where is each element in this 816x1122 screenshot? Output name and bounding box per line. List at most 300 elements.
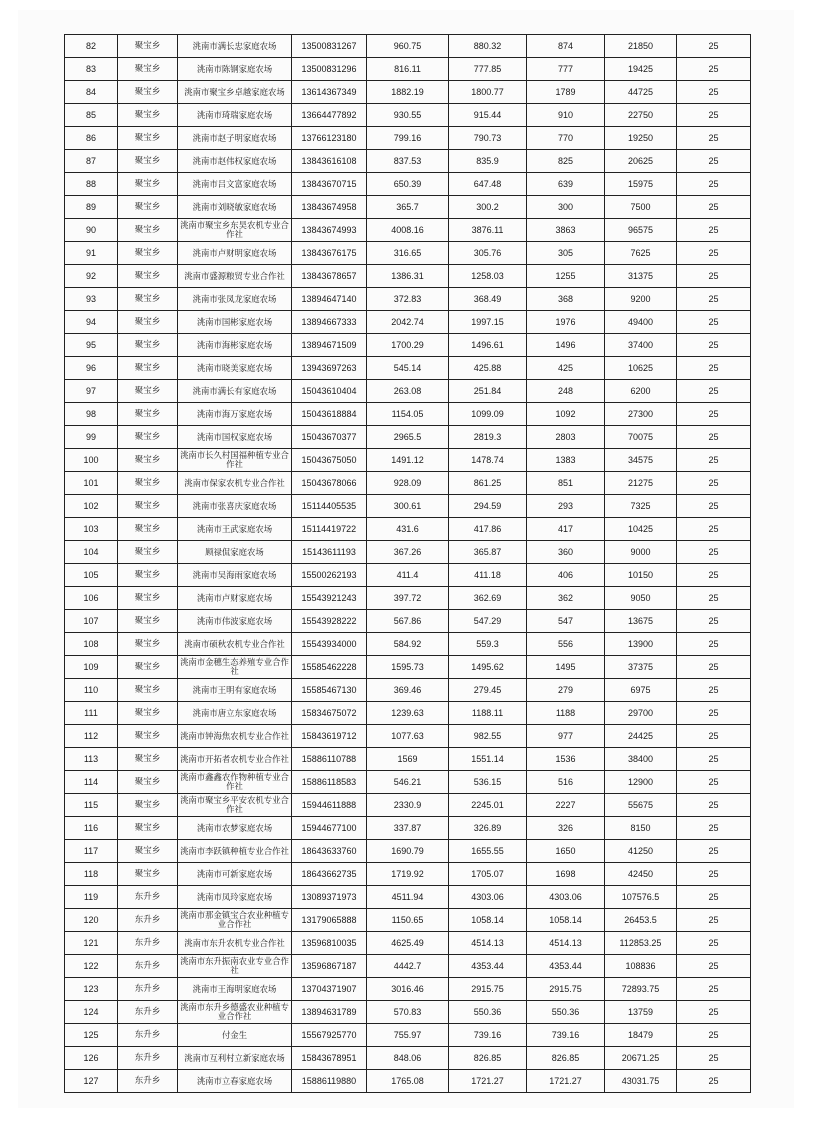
area-1-cell: 1150.65	[367, 909, 449, 932]
phone-number-cell: 15543928222	[292, 610, 367, 633]
rate-cell: 25	[677, 978, 751, 1001]
area-2-cell: 417.86	[449, 518, 527, 541]
rate-cell: 25	[677, 840, 751, 863]
township-cell: 聚宝乡	[118, 173, 178, 196]
area-2-cell: 1495.62	[449, 656, 527, 679]
area-2-cell: 1551.14	[449, 748, 527, 771]
area-2-cell: 861.25	[449, 472, 527, 495]
area-3-cell: 1976	[527, 311, 605, 334]
phone-number-cell: 15043675050	[292, 449, 367, 472]
rate-cell: 25	[677, 748, 751, 771]
area-2-cell: 1800.77	[449, 81, 527, 104]
area-3-cell: 1496	[527, 334, 605, 357]
table-row	[65, 794, 751, 817]
township-cell: 东升乡	[118, 1024, 178, 1047]
phone-number-cell: 15043678066	[292, 472, 367, 495]
area-3-cell: 425	[527, 357, 605, 380]
area-2-cell: 3876.11	[449, 219, 527, 242]
subsidy-amount-cell: 21275	[605, 472, 677, 495]
row-number-cell: 121	[65, 932, 118, 955]
row-number-cell: 92	[65, 265, 118, 288]
area-2-cell: 1496.61	[449, 334, 527, 357]
farm-name-cell: 洮南市硕秋农机专业合作社	[178, 633, 292, 656]
area-2-cell: 826.85	[449, 1047, 527, 1070]
table-row	[65, 863, 751, 886]
township-cell: 东升乡	[118, 932, 178, 955]
area-2-cell: 880.32	[449, 35, 527, 58]
row-number-cell: 107	[65, 610, 118, 633]
table-row	[65, 817, 751, 840]
subsidy-amount-cell: 22750	[605, 104, 677, 127]
table-row	[65, 403, 751, 426]
township-cell: 聚宝乡	[118, 219, 178, 242]
area-3-cell: 910	[527, 104, 605, 127]
area-1-cell: 431.6	[367, 518, 449, 541]
area-1-cell: 567.86	[367, 610, 449, 633]
phone-number-cell: 15043670377	[292, 426, 367, 449]
township-cell: 聚宝乡	[118, 771, 178, 794]
rate-cell: 25	[677, 1024, 751, 1047]
row-number-cell: 89	[65, 196, 118, 219]
row-number-cell: 95	[65, 334, 118, 357]
subsidy-amount-cell: 43031.75	[605, 1070, 677, 1093]
township-cell: 聚宝乡	[118, 633, 178, 656]
table-row	[65, 702, 751, 725]
phone-number-cell: 13664477892	[292, 104, 367, 127]
area-1-cell: 584.92	[367, 633, 449, 656]
subsidy-amount-cell: 44725	[605, 81, 677, 104]
area-3-cell: 1092	[527, 403, 605, 426]
township-cell: 聚宝乡	[118, 518, 178, 541]
phone-number-cell: 15543934000	[292, 633, 367, 656]
phone-number-cell: 15843678951	[292, 1047, 367, 1070]
farm-name-cell: 洮南市张喜庆家庭农场	[178, 495, 292, 518]
table-row	[65, 35, 751, 58]
area-2-cell: 790.73	[449, 127, 527, 150]
rate-cell: 25	[677, 1001, 751, 1024]
row-number-cell: 102	[65, 495, 118, 518]
area-1-cell: 848.06	[367, 1047, 449, 1070]
area-3-cell: 874	[527, 35, 605, 58]
rate-cell: 25	[677, 104, 751, 127]
township-cell: 聚宝乡	[118, 127, 178, 150]
rate-cell: 25	[677, 173, 751, 196]
township-cell: 聚宝乡	[118, 265, 178, 288]
township-cell: 聚宝乡	[118, 426, 178, 449]
rate-cell: 25	[677, 334, 751, 357]
row-number-cell: 82	[65, 35, 118, 58]
area-2-cell: 1721.27	[449, 1070, 527, 1093]
rate-cell: 25	[677, 380, 751, 403]
area-1-cell: 1154.05	[367, 403, 449, 426]
area-3-cell: 1383	[527, 449, 605, 472]
area-3-cell: 639	[527, 173, 605, 196]
township-cell: 聚宝乡	[118, 35, 178, 58]
township-cell: 聚宝乡	[118, 702, 178, 725]
area-2-cell: 1188.11	[449, 702, 527, 725]
row-number-cell: 105	[65, 564, 118, 587]
rate-cell: 25	[677, 219, 751, 242]
rate-cell: 25	[677, 564, 751, 587]
subsidy-amount-cell: 7325	[605, 495, 677, 518]
township-cell: 聚宝乡	[118, 656, 178, 679]
table-row	[65, 1024, 751, 1047]
subsidy-amount-cell: 20671.25	[605, 1047, 677, 1070]
area-3-cell: 739.16	[527, 1024, 605, 1047]
table-row	[65, 771, 751, 794]
township-cell: 东升乡	[118, 909, 178, 932]
area-3-cell: 3863	[527, 219, 605, 242]
subsidy-amount-cell: 9000	[605, 541, 677, 564]
phone-number-cell: 13843674993	[292, 219, 367, 242]
area-3-cell: 851	[527, 472, 605, 495]
row-number-cell: 108	[65, 633, 118, 656]
subsidy-amount-cell: 26453.5	[605, 909, 677, 932]
area-2-cell: 547.29	[449, 610, 527, 633]
phone-number-cell: 13843670715	[292, 173, 367, 196]
subsidy-amount-cell: 7500	[605, 196, 677, 219]
table-row	[65, 1047, 751, 1070]
farm-name-cell: 洮南市金穗生态养殖专业合作社	[178, 656, 292, 679]
area-2-cell: 305.76	[449, 242, 527, 265]
area-1-cell: 263.08	[367, 380, 449, 403]
area-2-cell: 559.3	[449, 633, 527, 656]
phone-number-cell: 15500262193	[292, 564, 367, 587]
farm-name-cell: 洮南市互利村立新家庭农场	[178, 1047, 292, 1070]
area-1-cell: 337.87	[367, 817, 449, 840]
table-row	[65, 449, 751, 472]
rate-cell: 25	[677, 1070, 751, 1093]
row-number-cell: 111	[65, 702, 118, 725]
township-cell: 聚宝乡	[118, 817, 178, 840]
row-number-cell: 123	[65, 978, 118, 1001]
subsidy-amount-cell: 72893.75	[605, 978, 677, 1001]
subsidy-amount-cell: 24425	[605, 725, 677, 748]
farm-name-cell: 洮南市王武家庭农场	[178, 518, 292, 541]
area-1-cell: 1882.19	[367, 81, 449, 104]
subsidy-amount-cell: 21850	[605, 35, 677, 58]
phone-number-cell: 13894631789	[292, 1001, 367, 1024]
table-row	[65, 58, 751, 81]
row-number-cell: 106	[65, 587, 118, 610]
subsidy-amount-cell: 31375	[605, 265, 677, 288]
farm-name-cell: 洮南市张凤龙家庭农场	[178, 288, 292, 311]
subsidy-amount-cell: 10425	[605, 518, 677, 541]
subsidy-amount-cell: 41250	[605, 840, 677, 863]
rate-cell: 25	[677, 541, 751, 564]
area-1-cell: 369.46	[367, 679, 449, 702]
phone-number-cell: 15886110788	[292, 748, 367, 771]
township-cell: 聚宝乡	[118, 449, 178, 472]
area-3-cell: 1058.14	[527, 909, 605, 932]
township-cell: 聚宝乡	[118, 725, 178, 748]
phone-number-cell: 13843676175	[292, 242, 367, 265]
area-1-cell: 650.39	[367, 173, 449, 196]
phone-number-cell: 13704371907	[292, 978, 367, 1001]
table-row	[65, 472, 751, 495]
table-row	[65, 219, 751, 242]
area-3-cell: 326	[527, 817, 605, 840]
area-2-cell: 365.87	[449, 541, 527, 564]
subsidy-amount-cell: 6200	[605, 380, 677, 403]
row-number-cell: 96	[65, 357, 118, 380]
table-row	[65, 564, 751, 587]
township-cell: 聚宝乡	[118, 679, 178, 702]
subsidy-amount-cell: 19250	[605, 127, 677, 150]
rate-cell: 25	[677, 196, 751, 219]
phone-number-cell: 15114405535	[292, 495, 367, 518]
area-1-cell: 365.7	[367, 196, 449, 219]
area-3-cell: 770	[527, 127, 605, 150]
township-cell: 聚宝乡	[118, 495, 178, 518]
township-cell: 聚宝乡	[118, 334, 178, 357]
area-2-cell: 368.49	[449, 288, 527, 311]
area-3-cell: 556	[527, 633, 605, 656]
subsidy-amount-cell: 27300	[605, 403, 677, 426]
rate-cell: 25	[677, 1047, 751, 1070]
subsidy-amount-cell: 13759	[605, 1001, 677, 1024]
farm-name-cell: 洮南市唐立东家庭农场	[178, 702, 292, 725]
township-cell: 聚宝乡	[118, 357, 178, 380]
township-cell: 聚宝乡	[118, 311, 178, 334]
table-row	[65, 311, 751, 334]
table-row	[65, 104, 751, 127]
area-1-cell: 1719.92	[367, 863, 449, 886]
rate-cell: 25	[677, 288, 751, 311]
row-number-cell: 101	[65, 472, 118, 495]
township-cell: 东升乡	[118, 1001, 178, 1024]
farm-name-cell: 洮南市海彬家庭农场	[178, 334, 292, 357]
township-cell: 东升乡	[118, 886, 178, 909]
area-3-cell: 248	[527, 380, 605, 403]
phone-number-cell: 13843678657	[292, 265, 367, 288]
farm-name-cell: 洮南市聚宝乡平安农机专业合作社	[178, 794, 292, 817]
phone-number-cell: 18643633760	[292, 840, 367, 863]
area-2-cell: 982.55	[449, 725, 527, 748]
area-1-cell: 1595.73	[367, 656, 449, 679]
area-3-cell: 293	[527, 495, 605, 518]
township-cell: 聚宝乡	[118, 587, 178, 610]
area-3-cell: 1721.27	[527, 1070, 605, 1093]
area-1-cell: 372.83	[367, 288, 449, 311]
row-number-cell: 90	[65, 219, 118, 242]
rate-cell: 25	[677, 587, 751, 610]
rate-cell: 25	[677, 311, 751, 334]
row-number-cell: 110	[65, 679, 118, 702]
farm-name-cell: 洮南市卢财家庭农场	[178, 587, 292, 610]
area-3-cell: 2915.75	[527, 978, 605, 1001]
area-3-cell: 279	[527, 679, 605, 702]
table-row	[65, 426, 751, 449]
area-3-cell: 4514.13	[527, 932, 605, 955]
phone-number-cell: 13596810035	[292, 932, 367, 955]
rate-cell: 25	[677, 472, 751, 495]
rate-cell: 25	[677, 771, 751, 794]
rate-cell: 25	[677, 679, 751, 702]
table-row	[65, 173, 751, 196]
farm-name-cell: 洮南市国彬家庭农场	[178, 311, 292, 334]
row-number-cell: 85	[65, 104, 118, 127]
area-1-cell: 2042.74	[367, 311, 449, 334]
table-row	[65, 495, 751, 518]
rate-cell: 25	[677, 633, 751, 656]
area-2-cell: 1705.07	[449, 863, 527, 886]
area-3-cell: 1536	[527, 748, 605, 771]
farm-name-cell: 洮南市盛源粮贸专业合作社	[178, 265, 292, 288]
subsidy-amount-cell: 112853.25	[605, 932, 677, 955]
farm-name-cell: 洮南市赵子明家庭农场	[178, 127, 292, 150]
township-cell: 聚宝乡	[118, 541, 178, 564]
area-2-cell: 1997.15	[449, 311, 527, 334]
area-2-cell: 411.18	[449, 564, 527, 587]
rate-cell: 25	[677, 817, 751, 840]
farm-name-cell: 顾禄侃家庭农场	[178, 541, 292, 564]
farm-name-cell: 洮南市鑫鑫农作物种植专业合作社	[178, 771, 292, 794]
farm-name-cell: 洮南市琦瑞家庭农场	[178, 104, 292, 127]
table-row	[65, 1070, 751, 1093]
row-number-cell: 122	[65, 955, 118, 978]
phone-number-cell: 15585462228	[292, 656, 367, 679]
area-3-cell: 1789	[527, 81, 605, 104]
rate-cell: 25	[677, 242, 751, 265]
phone-number-cell: 13894667333	[292, 311, 367, 334]
area-2-cell: 835.9	[449, 150, 527, 173]
row-number-cell: 103	[65, 518, 118, 541]
area-3-cell: 1650	[527, 840, 605, 863]
rate-cell: 25	[677, 127, 751, 150]
subsidy-amount-cell: 42450	[605, 863, 677, 886]
row-number-cell: 125	[65, 1024, 118, 1047]
table-row	[65, 955, 751, 978]
area-1-cell: 4442.7	[367, 955, 449, 978]
subsidy-amount-cell: 70075	[605, 426, 677, 449]
area-3-cell: 826.85	[527, 1047, 605, 1070]
table-row	[65, 587, 751, 610]
farm-name-cell: 洮南市长久村国福种植专业合作社	[178, 449, 292, 472]
rate-cell: 25	[677, 610, 751, 633]
subsidy-amount-cell: 37375	[605, 656, 677, 679]
area-2-cell: 425.88	[449, 357, 527, 380]
rate-cell: 25	[677, 495, 751, 518]
table-row	[65, 725, 751, 748]
area-2-cell: 4514.13	[449, 932, 527, 955]
area-2-cell: 739.16	[449, 1024, 527, 1047]
area-2-cell: 777.85	[449, 58, 527, 81]
subsidy-amount-cell: 9050	[605, 587, 677, 610]
area-1-cell: 4008.16	[367, 219, 449, 242]
table-row	[65, 656, 751, 679]
area-3-cell: 362	[527, 587, 605, 610]
area-1-cell: 837.53	[367, 150, 449, 173]
row-number-cell: 118	[65, 863, 118, 886]
area-3-cell: 417	[527, 518, 605, 541]
township-cell: 聚宝乡	[118, 58, 178, 81]
farm-name-cell: 洮南市农梦家庭农场	[178, 817, 292, 840]
rate-cell: 25	[677, 909, 751, 932]
subsidy-amount-cell: 108836	[605, 955, 677, 978]
rate-cell: 25	[677, 702, 751, 725]
subsidy-amount-cell: 107576.5	[605, 886, 677, 909]
area-3-cell: 2803	[527, 426, 605, 449]
rate-cell: 25	[677, 150, 751, 173]
subsidy-amount-cell: 34575	[605, 449, 677, 472]
area-3-cell: 1698	[527, 863, 605, 886]
table-row	[65, 679, 751, 702]
table-row	[65, 81, 751, 104]
farm-name-cell: 洮南市钟海焦农机专业合作社	[178, 725, 292, 748]
phone-number-cell: 13894671509	[292, 334, 367, 357]
table-row	[65, 1001, 751, 1024]
township-cell: 聚宝乡	[118, 81, 178, 104]
farm-name-cell: 洮南市赵伟权家庭农场	[178, 150, 292, 173]
row-number-cell: 87	[65, 150, 118, 173]
subsidy-amount-cell: 96575	[605, 219, 677, 242]
township-cell: 聚宝乡	[118, 150, 178, 173]
farm-name-cell: 洮南市刘晓敏家庭农场	[178, 196, 292, 219]
table-row	[65, 932, 751, 955]
table-row	[65, 978, 751, 1001]
phone-number-cell: 15143611193	[292, 541, 367, 564]
table-row	[65, 127, 751, 150]
farm-name-cell: 洮南市可新家庭农场	[178, 863, 292, 886]
township-cell: 聚宝乡	[118, 380, 178, 403]
farm-name-cell: 洮南市吴海雨家庭农场	[178, 564, 292, 587]
row-number-cell: 112	[65, 725, 118, 748]
phone-number-cell: 15585467130	[292, 679, 367, 702]
subsidy-amount-cell: 29700	[605, 702, 677, 725]
rate-cell: 25	[677, 518, 751, 541]
area-1-cell: 1386.31	[367, 265, 449, 288]
area-2-cell: 1258.03	[449, 265, 527, 288]
area-1-cell: 367.26	[367, 541, 449, 564]
area-1-cell: 545.14	[367, 357, 449, 380]
farm-name-cell: 洮南市晓美家庭农场	[178, 357, 292, 380]
area-2-cell: 1655.55	[449, 840, 527, 863]
table-row	[65, 610, 751, 633]
table-row	[65, 150, 751, 173]
subsidy-amount-cell: 8150	[605, 817, 677, 840]
phone-number-cell: 15043618884	[292, 403, 367, 426]
rate-cell: 25	[677, 403, 751, 426]
table-row	[65, 334, 751, 357]
row-number-cell: 100	[65, 449, 118, 472]
farm-name-cell: 洮南市满长有家庭农场	[178, 380, 292, 403]
phone-number-cell: 13596867187	[292, 955, 367, 978]
row-number-cell: 116	[65, 817, 118, 840]
area-2-cell: 915.44	[449, 104, 527, 127]
subsidy-amount-cell: 13900	[605, 633, 677, 656]
area-1-cell: 2330.9	[367, 794, 449, 817]
subsidy-amount-cell: 13675	[605, 610, 677, 633]
phone-number-cell: 13179065888	[292, 909, 367, 932]
farm-name-cell: 洮南市满长忠家庭农场	[178, 35, 292, 58]
area-2-cell: 251.84	[449, 380, 527, 403]
farm-name-cell: 付金生	[178, 1024, 292, 1047]
township-cell: 聚宝乡	[118, 472, 178, 495]
row-number-cell: 124	[65, 1001, 118, 1024]
table-row	[65, 380, 751, 403]
farm-name-cell: 洮南市东升振南农业专业合作社	[178, 955, 292, 978]
row-number-cell: 83	[65, 58, 118, 81]
area-1-cell: 546.21	[367, 771, 449, 794]
farm-name-cell: 洮南市吕文富家庭农场	[178, 173, 292, 196]
farm-name-cell: 洮南市立春家庭农场	[178, 1070, 292, 1093]
phone-number-cell: 13614367349	[292, 81, 367, 104]
rate-cell: 25	[677, 265, 751, 288]
rate-cell: 25	[677, 863, 751, 886]
area-1-cell: 2965.5	[367, 426, 449, 449]
table-row	[65, 242, 751, 265]
